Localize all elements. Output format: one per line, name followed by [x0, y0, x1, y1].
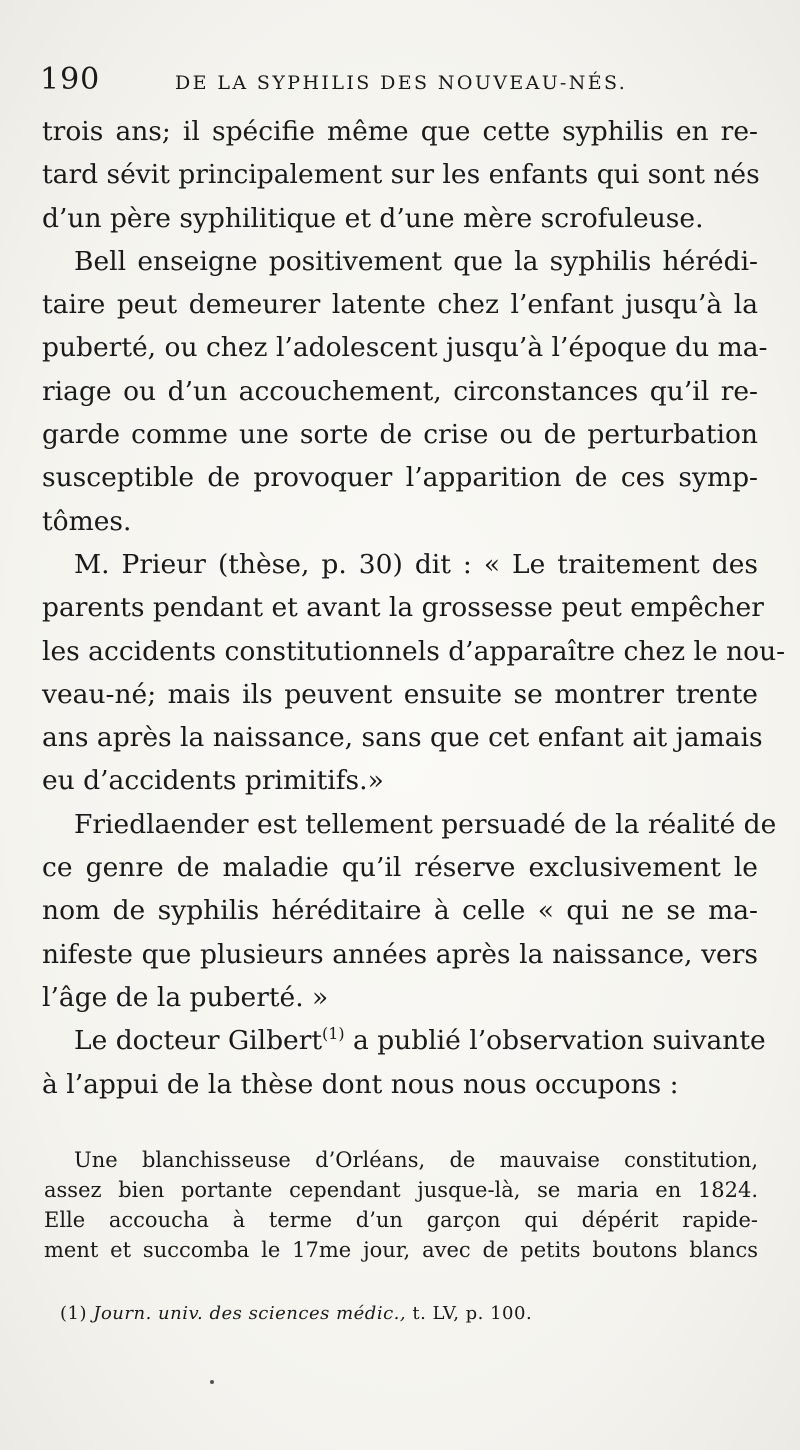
- observation-line: Elle accoucha à terme d’un garçon qui dépérit rapide-: [44, 1208, 758, 1232]
- gilbert-rest: a publié l’observation suivante: [344, 1025, 766, 1057]
- text-line: les accidents constitutionnels d’apparaître chez le nou-: [42, 635, 786, 667]
- footnote: [60, 1303, 532, 1324]
- text-line: taire peut demeurer latente chez l’enfant jusqu’à la: [42, 289, 758, 321]
- text-line: ce genre de maladie qu’il réserve exclusivement le: [42, 852, 758, 884]
- footnote-ref: t. LV, p. 100.: [406, 1303, 533, 1324]
- text-line: eu d’accidents primitifs.»: [42, 765, 384, 797]
- text-line: d’un père syphilitique et d’une mère scrofuleuse.: [42, 202, 704, 234]
- observation-line: assez bien portante cependant jusque-là, se maria en 1824.: [44, 1178, 758, 1202]
- print-speck: [210, 1380, 214, 1384]
- text-line: veau-né; mais ils peuvent ensuite se montrer trente: [42, 678, 758, 710]
- text-line: susceptible de provoquer l’apparition de ces symp-: [42, 462, 758, 494]
- running-head: DE LA SYPHILIS DES NOUVEAU-NÉS.: [175, 72, 628, 94]
- page-number: 190: [40, 62, 101, 97]
- text-line-gilbert: [42, 1019, 766, 1062]
- text-line: l’âge de la puberté. »: [42, 981, 329, 1013]
- text-line: parents pendant et avant la grossesse peut empêcher: [42, 592, 764, 624]
- text-line: garde comme une sorte de crise ou de perturbation: [42, 419, 758, 451]
- observation-line: Une blanchisseuse d’Orléans, de mauvaise constitution,: [74, 1148, 758, 1172]
- text-line: trois ans; il spécifie même que cette syphilis en re-: [42, 116, 758, 147]
- text-line: puberté, ou chez l’adolescent jusqu’à l’époque du ma-: [42, 332, 768, 364]
- text-line: nifeste que plusieurs années après la naissance, vers: [42, 938, 758, 970]
- page-header: [40, 62, 760, 102]
- footnote-reference[interactable]: (1): [322, 1024, 345, 1044]
- gilbert-name: Le docteur Gilbert: [74, 1025, 323, 1057]
- main-text: [42, 110, 786, 1106]
- text-line: ans après la naissance, sans que cet enfant ait jamais: [42, 722, 763, 754]
- footnote-journal: Journ. univ. des sciences médic.,: [93, 1303, 407, 1324]
- text-line: riage ou d’un accouchement, circonstances qu’il re-: [42, 375, 758, 407]
- text-line: nom de syphilis héréditaire à celle « qui ne se ma-: [42, 895, 758, 927]
- text-line: tard sévit principalement sur les enfants qui sont nés: [42, 159, 760, 191]
- text-line: M. Prieur (thèse, p. 30) dit : « Le traitement des: [74, 548, 758, 580]
- text-line: à l’appui de la thèse dont nous nous occupons :: [42, 1068, 679, 1100]
- observation-text: [44, 1145, 758, 1265]
- text-line: tômes.: [42, 505, 132, 537]
- text-line: Friedlaender est tellement persuadé de la réalité de: [74, 808, 777, 840]
- observation-line: ment et succomba le 17me jour, avec de petits boutons blancs: [44, 1238, 758, 1262]
- footnote-marker: (1): [60, 1303, 87, 1324]
- text-line: Bell enseigne positivement que la syphilis hérédi-: [74, 245, 758, 277]
